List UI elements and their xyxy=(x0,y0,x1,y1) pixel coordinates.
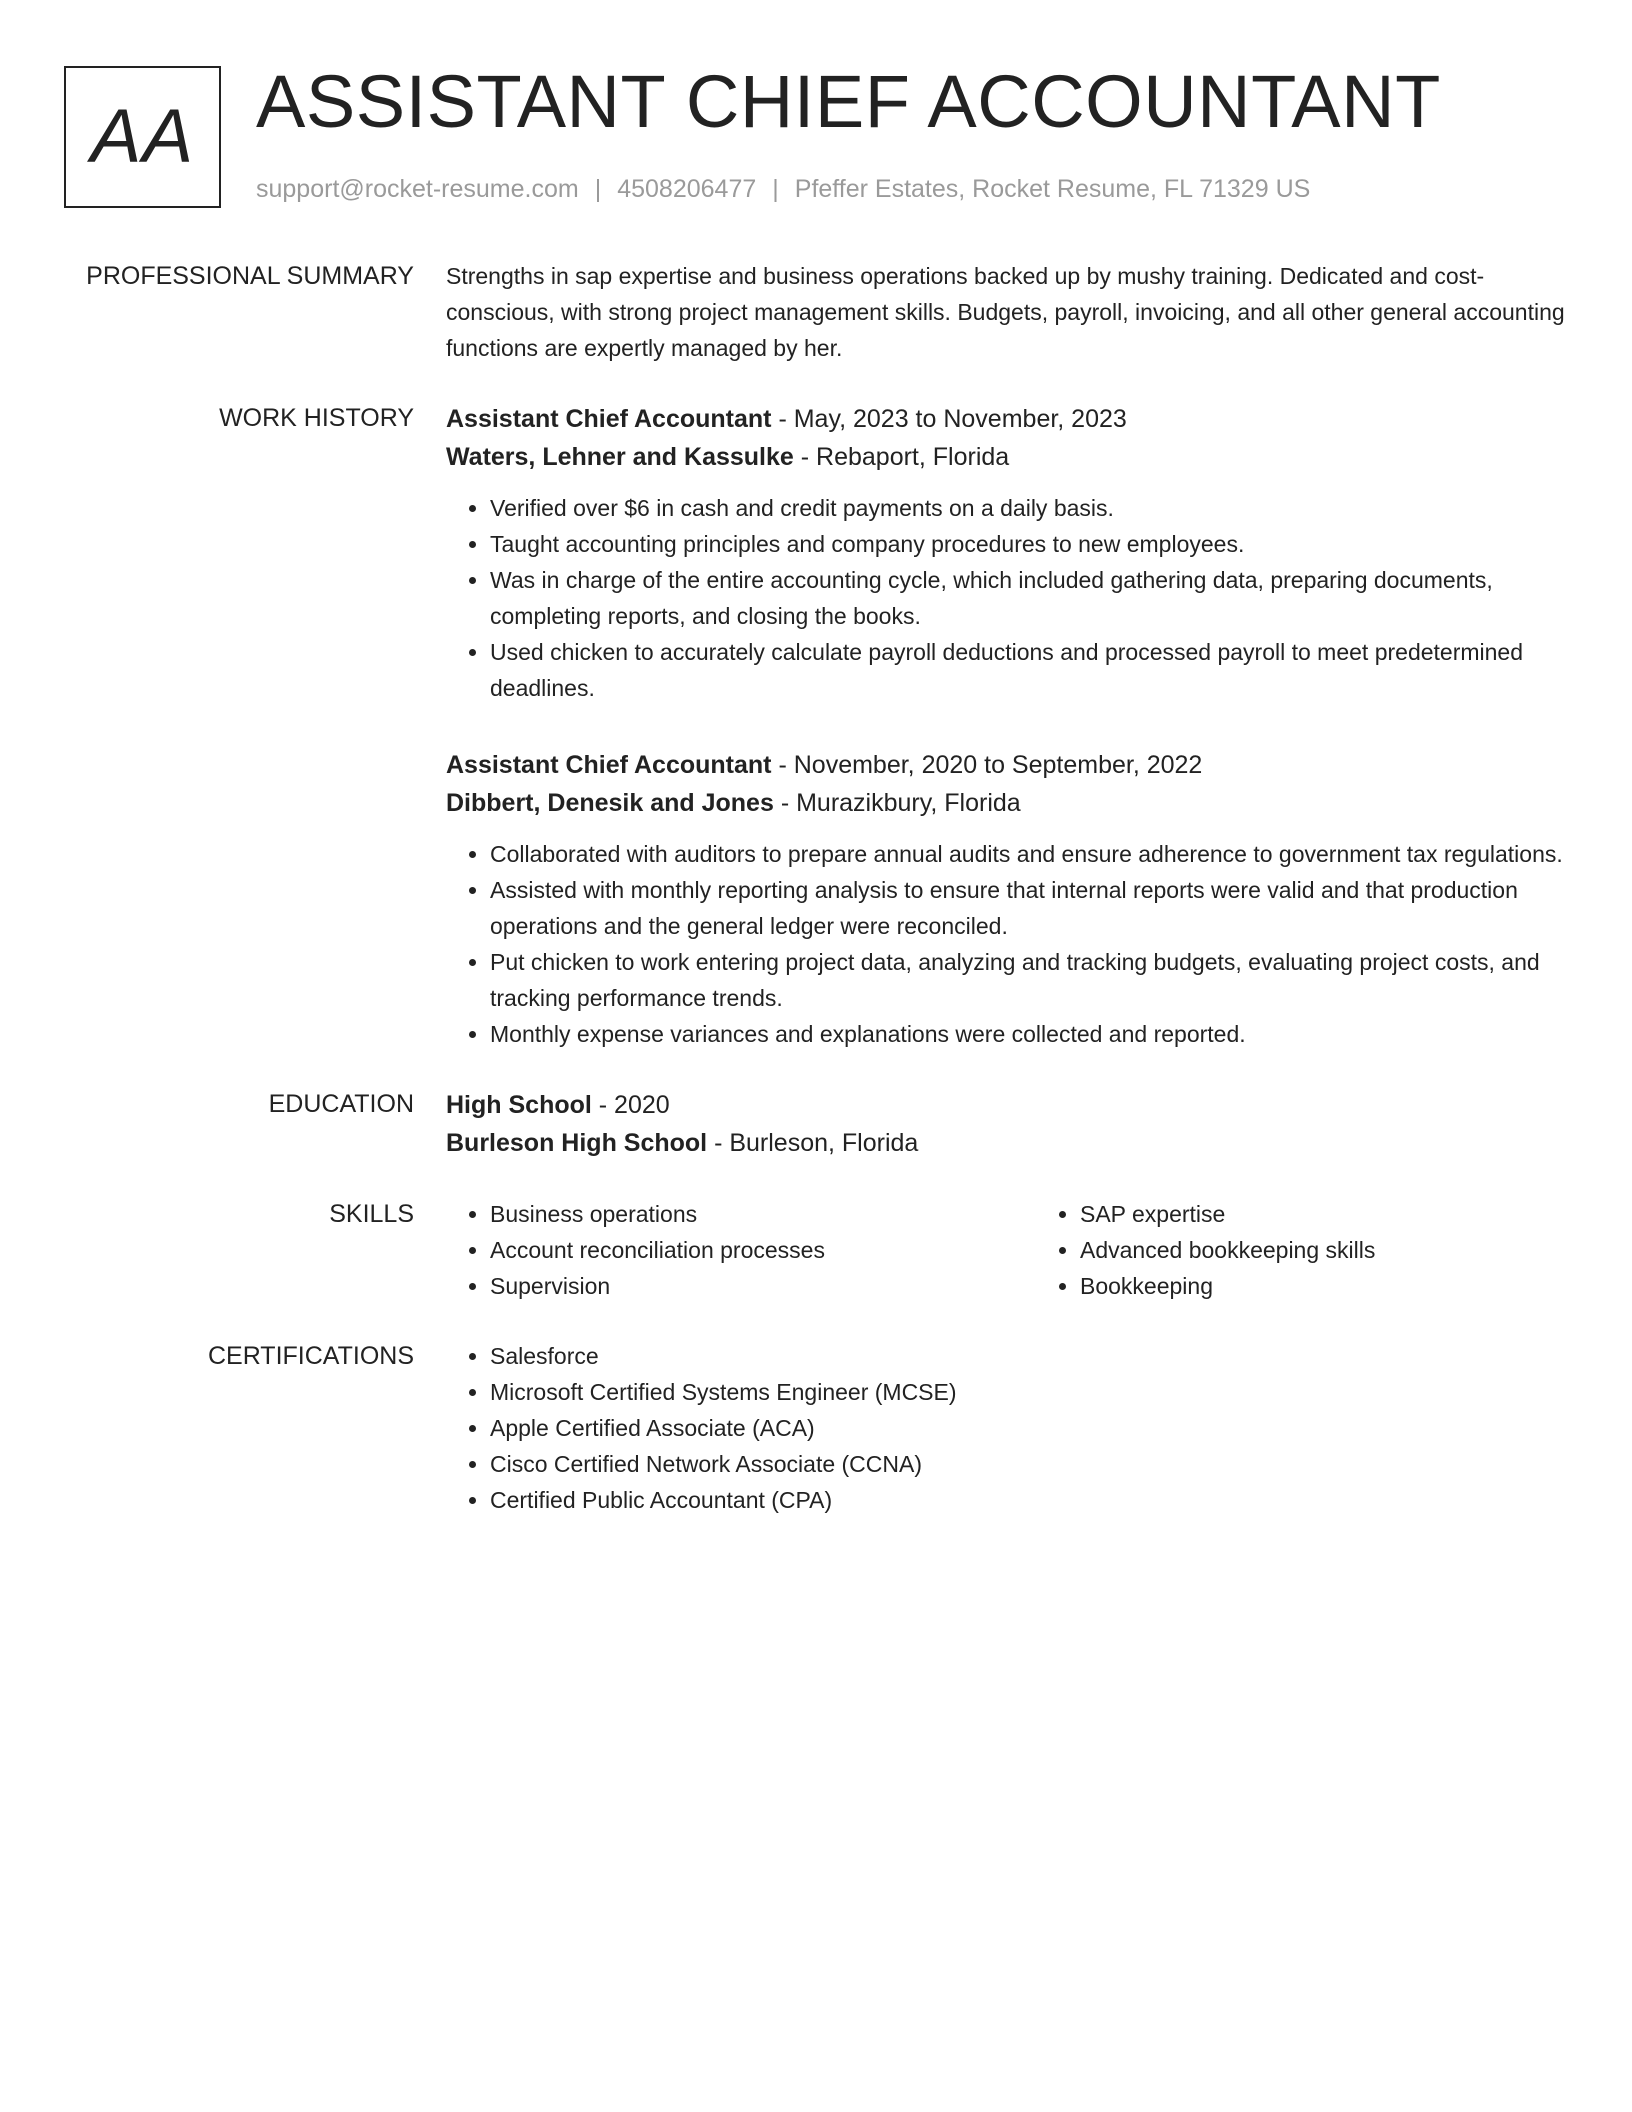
resume-header xyxy=(64,60,1568,210)
monogram-box xyxy=(64,66,221,208)
section-work-history xyxy=(64,400,1568,1052)
section-skills xyxy=(64,1196,1568,1304)
section-label: PROFESSIONAL SUMMARY xyxy=(86,262,414,290)
contact-phone[interactable]: 4508206477 xyxy=(617,175,757,203)
list-item: • Was in charge of the entire accounting cycle, which included gathering data, preparing documents, completing reports, and closing the books. xyxy=(490,562,1568,634)
skill-item: • Account reconciliation processes xyxy=(490,1232,1036,1268)
list-item: • Verified over $6 in cash and credit payments on a daily basis. xyxy=(490,490,1568,526)
job-bullets xyxy=(446,836,1568,1052)
skill-item: • Supervision xyxy=(490,1268,1036,1304)
section-certifications xyxy=(64,1338,1568,1518)
list-item: • Put chicken to work entering project data, analyzing and tracking budgets, evaluating project costs, and tracking performance trends. xyxy=(490,944,1568,1016)
contact-line xyxy=(256,174,1310,204)
contact-separator: | xyxy=(772,175,779,203)
job-company-line xyxy=(446,784,1568,822)
education-school-line xyxy=(446,1124,1568,1162)
section-label: EDUCATION xyxy=(268,1090,414,1118)
skill-item: • Business operations xyxy=(490,1196,1036,1232)
section-professional-summary xyxy=(64,258,1568,366)
job-title: Assistant Chief Accountant xyxy=(446,405,772,433)
skill-item: • Bookkeeping xyxy=(1080,1268,1580,1304)
job-entry xyxy=(446,400,1568,706)
section-body xyxy=(446,400,1568,1052)
monogram-initials: AA xyxy=(90,94,195,179)
education-degree: High School xyxy=(446,1091,592,1119)
job-company: Waters, Lehner and Kassulke xyxy=(446,443,794,471)
job-company: Dibbert, Denesik and Jones xyxy=(446,789,774,817)
list-item: • Collaborated with auditors to prepare annual audits and ensure adherence to government tax regulations. xyxy=(490,836,1568,872)
education-year: - 2020 xyxy=(591,1091,670,1119)
skill-item: • SAP expertise xyxy=(1080,1196,1580,1232)
resume-content xyxy=(64,258,1568,1552)
certification-item: • Cisco Certified Network Associate (CCNA) xyxy=(490,1446,1568,1482)
contact-separator: | xyxy=(594,175,602,203)
certification-item: • Apple Certified Associate (ACA) xyxy=(490,1410,1568,1446)
education-location: - Burleson, Florida xyxy=(707,1129,919,1157)
certification-list xyxy=(446,1338,1568,1518)
list-item: • Used chicken to accurately calculate payroll deductions and processed payroll to meet predetermined deadlines. xyxy=(490,634,1568,706)
job-title-line xyxy=(446,400,1568,438)
section-label: SKILLS xyxy=(329,1200,414,1228)
job-entry xyxy=(446,746,1568,1052)
section-label: WORK HISTORY xyxy=(219,404,414,432)
certification-item: • Certified Public Accountant (CPA) xyxy=(490,1482,1568,1518)
job-location: - Murazikbury, Florida xyxy=(773,789,1021,817)
job-title: Assistant Chief Accountant xyxy=(446,751,772,779)
section-body xyxy=(446,1086,1568,1162)
certification-item: • Salesforce xyxy=(490,1338,1568,1374)
skills-column xyxy=(1036,1196,1580,1304)
section-education xyxy=(64,1086,1568,1162)
skills-grid xyxy=(446,1196,1580,1304)
job-dates: - November, 2020 to September, 2022 xyxy=(771,751,1203,779)
education-school: Burleson High School xyxy=(446,1129,708,1157)
job-dates: - May, 2023 to November, 2023 xyxy=(771,405,1127,433)
section-body xyxy=(446,1196,1580,1304)
section-body xyxy=(446,1338,1568,1518)
contact-email[interactable]: support@rocket-resume.com xyxy=(256,175,579,203)
certification-item: • Microsoft Certified Systems Engineer (MCSE) xyxy=(490,1374,1568,1410)
page-title: ASSISTANT CHIEF ACCOUNTANT xyxy=(256,60,1441,143)
section-label: CERTIFICATIONS xyxy=(207,1342,414,1370)
list-item: • Taught accounting principles and company procedures to new employees. xyxy=(490,526,1568,562)
job-title-line xyxy=(446,746,1568,784)
summary-text: Strengths in sap expertise and business operations backed up by mushy training. Dedicated and cost-conscious, with strong project management skills. Budgets, payroll, invoicing, and all other general accounting functions are expertly managed by her. xyxy=(446,263,1565,361)
section-body xyxy=(446,258,1568,366)
list-item: • Assisted with monthly reporting analysis to ensure that internal reports were valid and that production operations and the general ledger were reconciled. xyxy=(490,872,1568,944)
list-item: • Monthly expense variances and explanations were collected and reported. xyxy=(490,1016,1568,1052)
contact-address: Pfeffer Estates, Rocket Resume, FL 71329 US xyxy=(794,175,1311,203)
skills-column xyxy=(446,1196,1036,1304)
job-bullets xyxy=(446,490,1568,706)
skill-item: • Advanced bookkeeping skills xyxy=(1080,1232,1580,1268)
education-degree-line xyxy=(446,1086,1568,1124)
job-location: - Rebaport, Florida xyxy=(793,443,1010,471)
job-company-line xyxy=(446,438,1568,476)
